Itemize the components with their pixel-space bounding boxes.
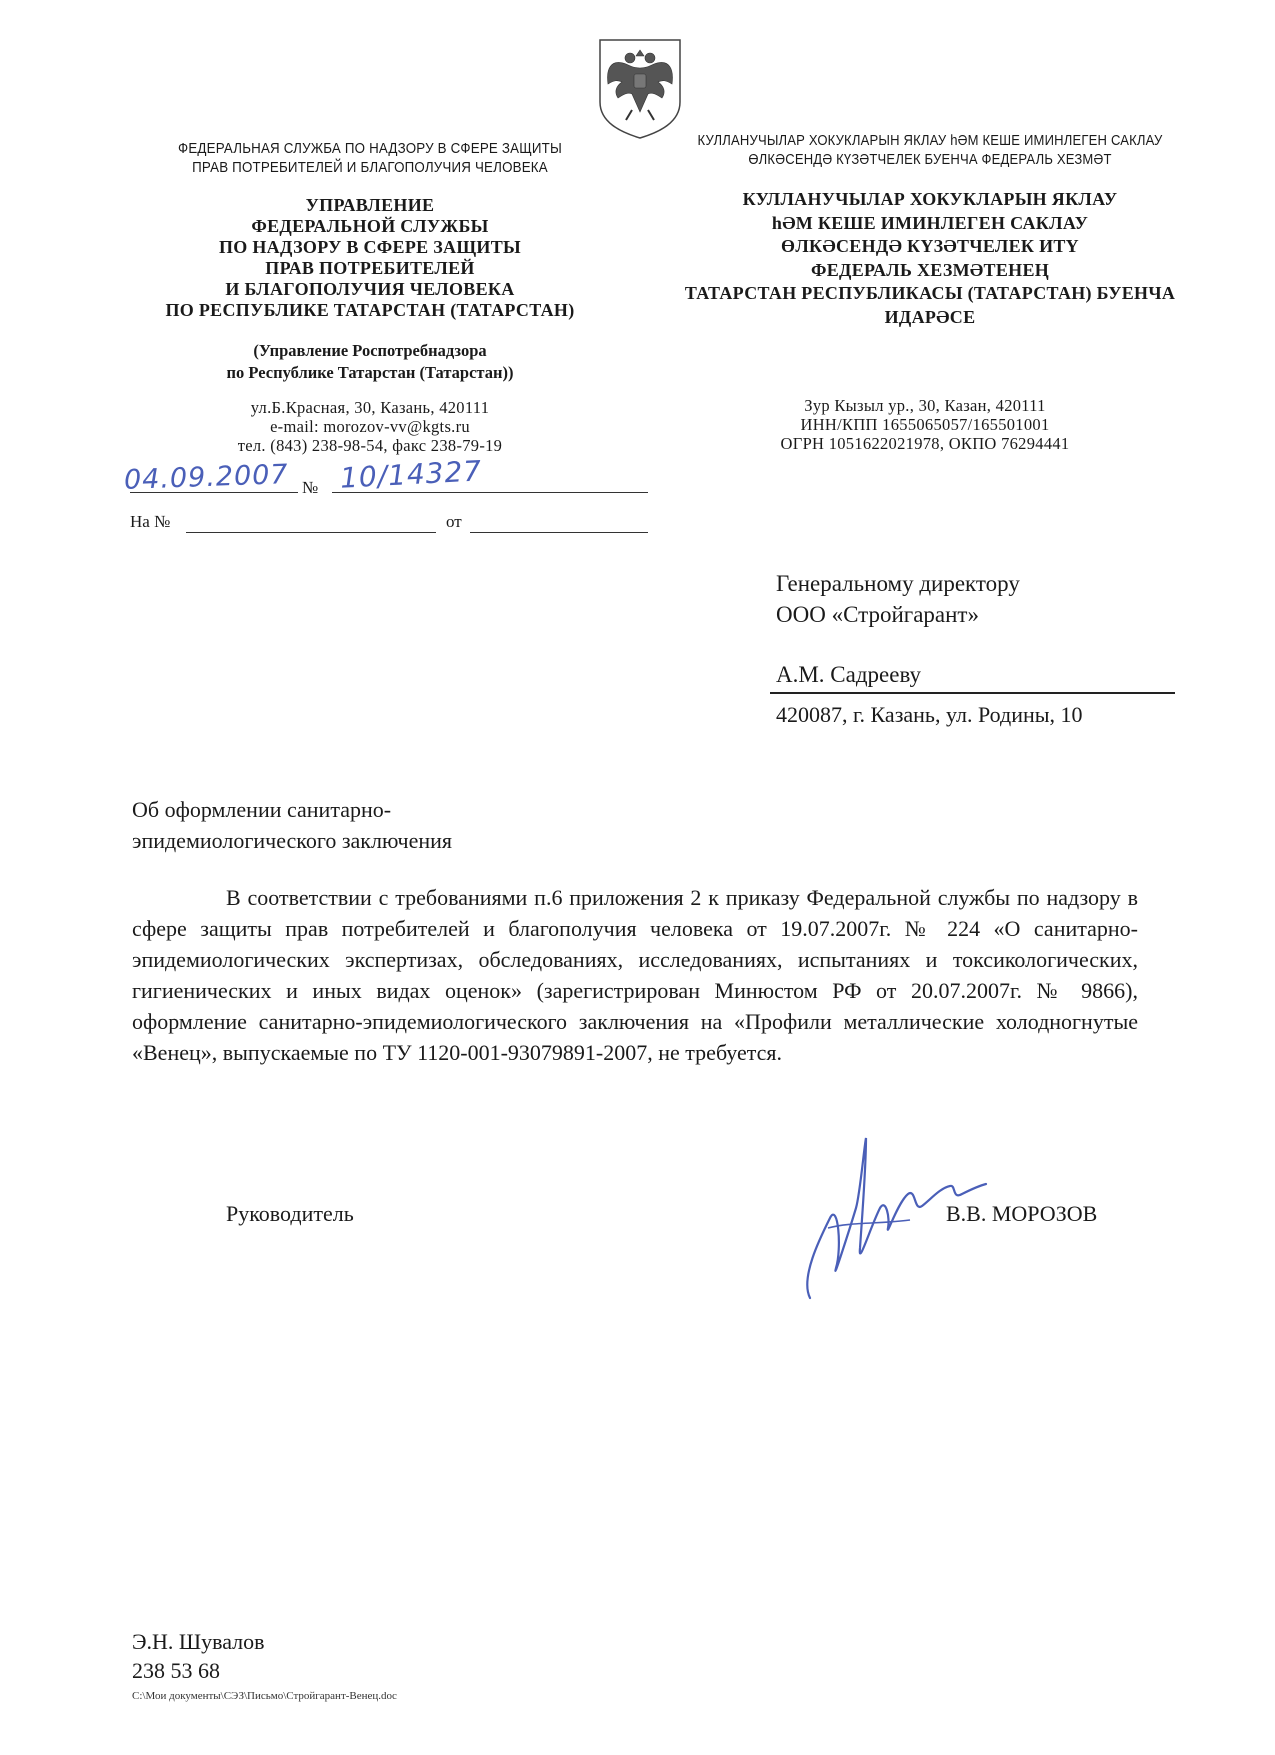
reg-number-label: №: [302, 478, 319, 497]
left-contacts: [100, 398, 640, 455]
signatory-role: Руководитель: [226, 1201, 354, 1226]
signatory-name: В.В. МОРОЗОВ: [946, 1201, 1098, 1226]
addressee-underline: [770, 692, 1175, 694]
reg-date-handwritten: 04.09.2007: [123, 459, 290, 496]
addressee-name: А.М. Садрееву: [776, 662, 922, 687]
left-department-title: УПРАВЛЕНИЕ ФЕДЕРАЛЬНОЙ СЛУЖБЫ ПО НАДЗОРУ В СФЕРЕ ЗАЩИТЫ ПРАВ ПОТРЕБИТЕЛЕЙ И БЛАГОПОЛУЧИЯ ЧЕЛОВЕКА ПО РЕСПУБЛИКЕ ТАТАРСТАН (ТАТАРСТАН): [165, 195, 575, 320]
right-contacts: [745, 396, 1105, 453]
addressee-address: 420087, г. Казань, ул. Родины, 10: [776, 702, 1083, 727]
left-address: ул.Б.Красная, 30, Казань, 420111: [250, 398, 490, 417]
left-email: e-mail: morozov-vv@kgts.ru: [270, 417, 470, 436]
right-inn: ИНН/КПП 1655065057/165501001: [800, 415, 1050, 434]
right-department-title: КУЛЛАНУЧЫЛАР ХОКУКЛАРЫН ЯКЛАУ һӘМ КЕШЕ ИМИНЛЕГЕН САКЛАУ ӨЛКӘСЕНДӘ КҮЗӘТЧЕЛЕК ИТҮ ФЕДЕРАЛЬ ХЕЗМӘТЕНЕҢ ТАТАРСТАН РЕСПУБЛИКАСЫ (ТАТАРСТАН) БУЕНЧА ИДАРӘСЕ: [684, 189, 1176, 327]
letter-body: В соответствии с требованиями п.6 приложения 2 к приказу Федеральной службы по надзору в сфере защиты прав потребителей и благополучия человека от 19.07.2007г. № 224 «О санитарно-эпидемиологических экспертизах, обследованиях, исследованиях, испытаниях и токсикологических, гигиенических и иных видах оценок» (зарегистрирован Минюстом РФ от 20.07.2007г. № 9866), оформление санитарно-эпидемиологического заключения на «Профили металлические холодногнутые «Венец», выпускаемые по ТУ 1120-001-93079891-2007, не требуется.: [132, 885, 1138, 1065]
file-path: C:\Мои документы\СЭЗ\Письмо\Стройгарант-Венец.doc: [132, 1690, 397, 1702]
right-agency-name: КУЛЛАНУЧЫЛАР ХОКУКЛАРЫН ЯКЛАУ һӘМ КЕШЕ ИМИНЛЕГЕН САКЛАУ ӨЛКӘСЕНДӘ КҮЗӘТЧЕЛЕК БУЕНЧА ФЕДЕРАЛЬ ХЕЗМӘТ: [697, 133, 1163, 168]
addressee-position: Генеральному директору: [776, 571, 1020, 596]
executor-block: [132, 1627, 265, 1685]
letter-subject: Об оформлении санитарно- эпидемиологического заключения: [132, 797, 453, 853]
right-address: Зур Кызыл ур., 30, Казан, 420111: [804, 396, 1046, 415]
reply-from-label: от: [446, 512, 462, 531]
coat-of-arms-emblem: [596, 36, 684, 140]
executor-phone: 238 53 68: [132, 1658, 220, 1683]
reg-number-handwritten: 10/14327: [339, 454, 483, 495]
reply-number-line: [186, 512, 436, 533]
left-short-name: (Управление Роспотребнадзора по Республике Татарстан (Татарстан)): [226, 341, 514, 382]
executor-name: Э.Н. Шувалов: [132, 1629, 265, 1654]
reply-number-label: На №: [130, 512, 171, 531]
reply-from-line: [470, 512, 648, 533]
addressee-block: [776, 568, 1020, 630]
left-phone: тел. (843) 238-98-54, факс 238-79-19: [237, 436, 503, 455]
addressee-company: ООО «Стройгарант»: [776, 602, 979, 627]
right-ogrn: ОГРН 1051622021978, ОКПО 76294441: [780, 434, 1070, 453]
left-agency-name: ФЕДЕРАЛЬНАЯ СЛУЖБА ПО НАДЗОРУ В СФЕРЕ ЗАЩИТЫ ПРАВ ПОТРЕБИТЕЛЕЙ И БЛАГОПОЛУЧИЯ ЧЕЛОВЕКА: [178, 141, 562, 176]
